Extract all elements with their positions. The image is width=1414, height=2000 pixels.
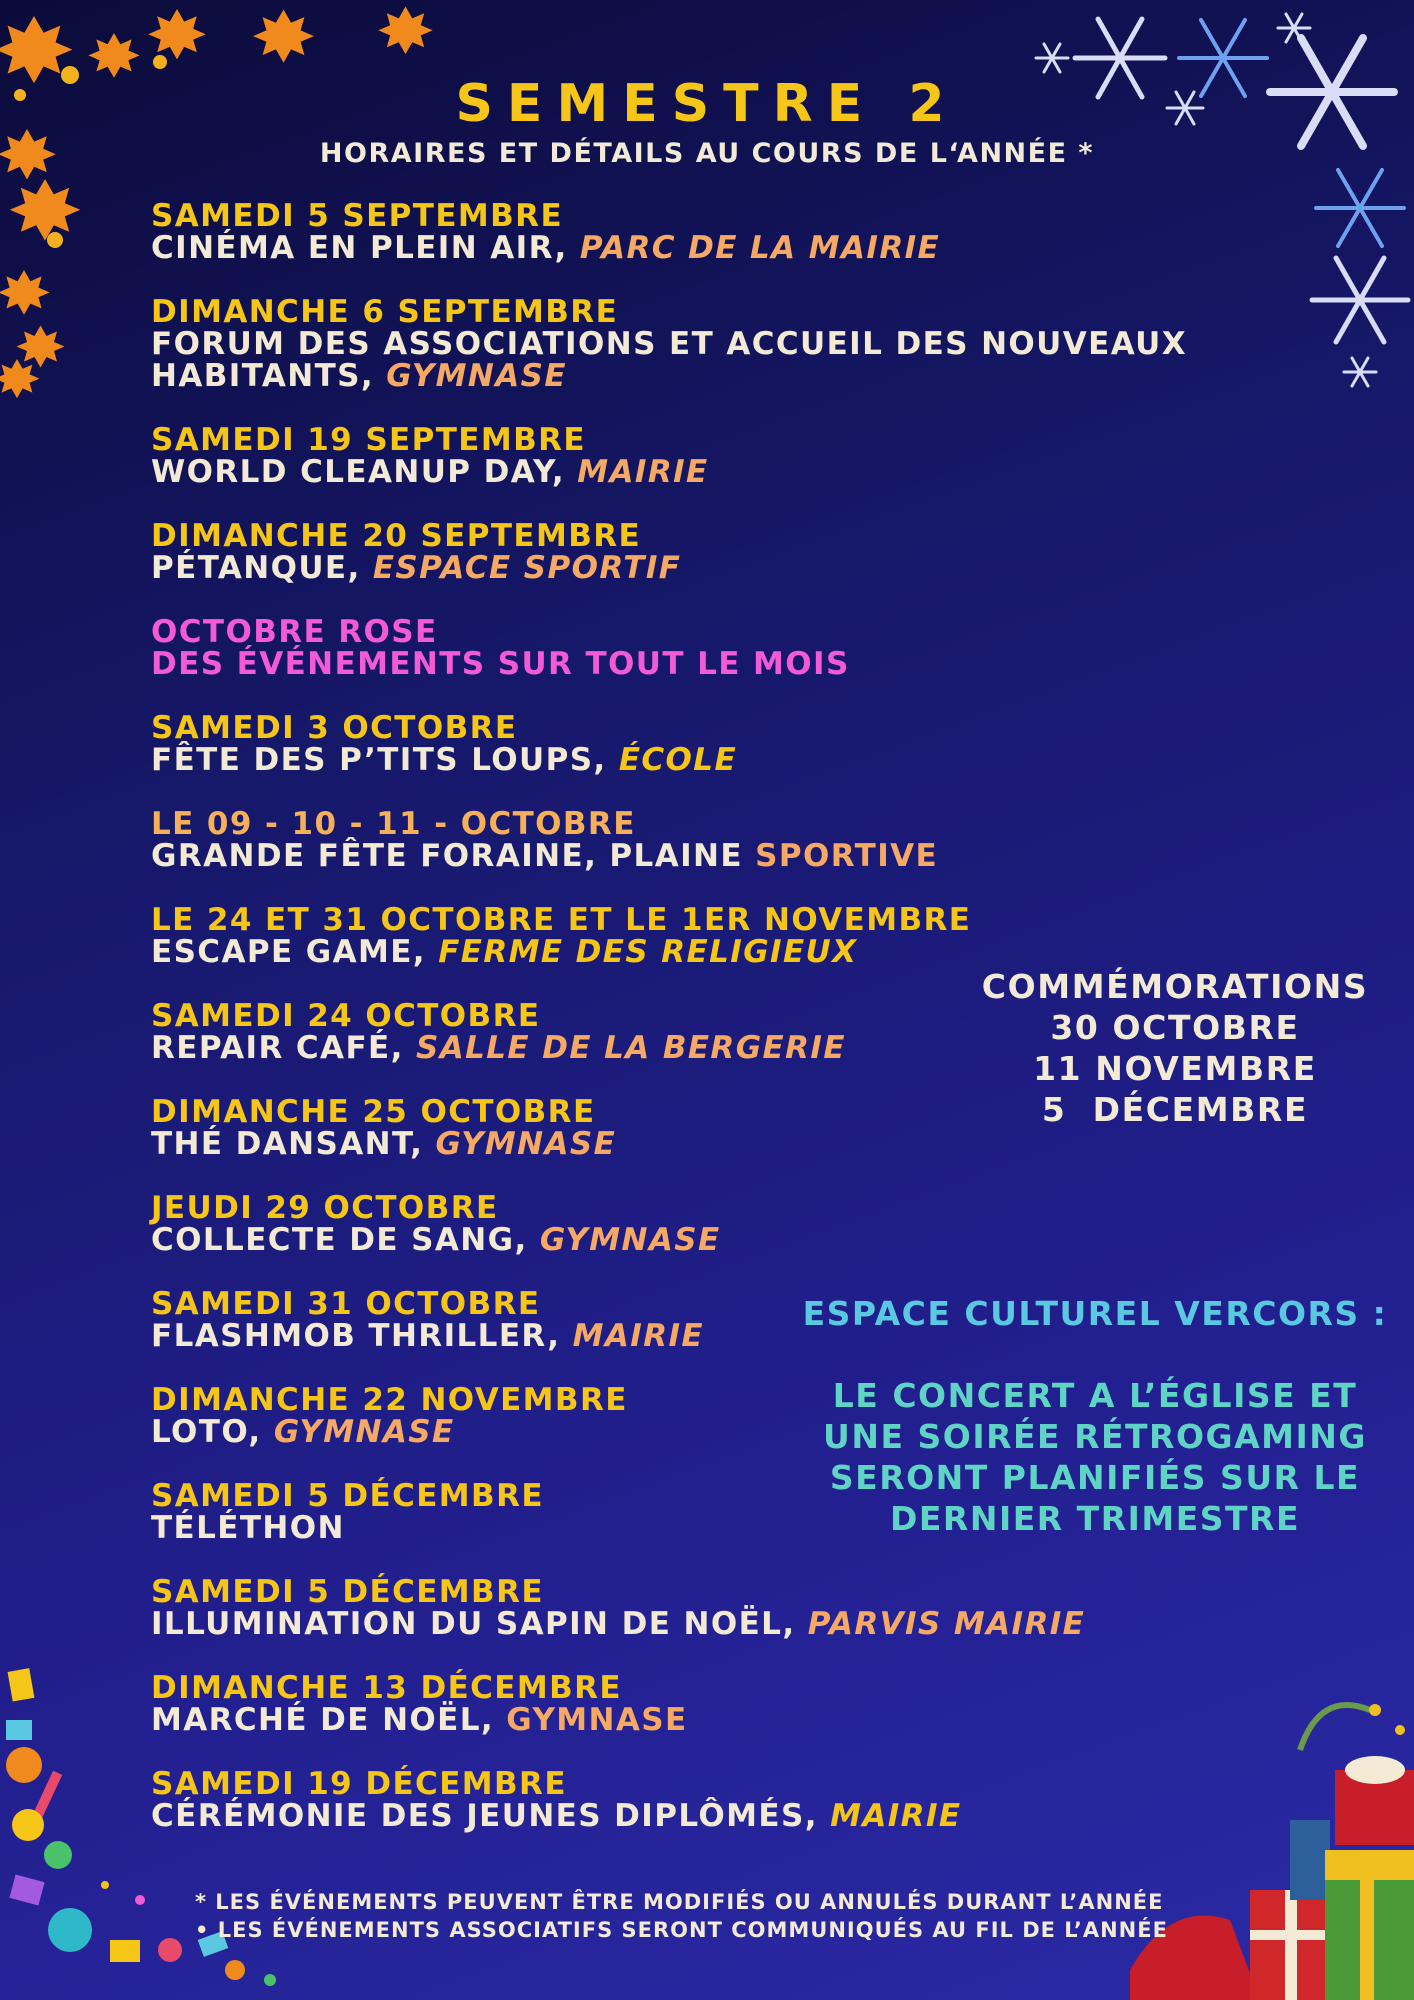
event-location: PARVIS MAIRIE [807, 1606, 1086, 1642]
event-item [151, 200, 1211, 296]
event-item [151, 1768, 1211, 1864]
event-item [151, 1192, 1211, 1288]
event-item [151, 616, 1211, 712]
event-date: DIMANCHE 20 SEPTEMBRE [151, 518, 642, 554]
event-date: DIMANCHE 25 OCTOBRE [151, 1094, 596, 1130]
event-location: GYMNASE [506, 1702, 688, 1738]
event-date: DIMANCHE 22 NOVEMBRE [151, 1382, 628, 1418]
event-location: SPORTIVE [755, 838, 939, 874]
event-date: OCTOBRE ROSE [151, 614, 438, 650]
event-location: GYMNASE [435, 1126, 617, 1162]
event-description: TÉLÉTHON [151, 1510, 345, 1546]
event-description: FORUM DES ASSOCIATIONS ET ACCUEIL DES NOUVEAUX HABITANTS, [151, 326, 1188, 394]
event-description: CÉRÉMONIE DES JEUNES DIPLÔMÉS, [151, 1798, 818, 1834]
event-description: PÉTANQUE, [151, 550, 361, 586]
event-description: THÉ DANSANT, [151, 1126, 424, 1162]
page-title: SEMESTRE 2 [455, 74, 959, 134]
commemoration-date: 11 NOVEMBRE [1033, 1049, 1317, 1088]
event-date: SAMEDI 5 SEPTEMBRE [151, 198, 564, 234]
event-location: MAIRIE [830, 1798, 962, 1834]
event-description: LOTO, [151, 1414, 262, 1450]
event-date: LE 09 - 10 - 11 - OCTOBRE [151, 806, 636, 842]
commemorations-title: COMMÉMORATIONS [981, 967, 1369, 1006]
event-description: WORLD CLEANUP DAY, [151, 454, 566, 490]
event-item [151, 520, 1211, 616]
event-item [151, 296, 1211, 424]
event-description: COLLECTE DE SANG, [151, 1222, 528, 1258]
event-item [151, 1576, 1211, 1672]
commemoration-date: 30 OCTOBRE [1050, 1008, 1300, 1047]
footnote: * LES ÉVÉNEMENTS PEUVENT ÊTRE MODIFIÉS OU ANNULÉS DURANT L’ANNÉE [195, 1890, 1164, 1914]
cultural-space-title: ESPACE CULTUREL VERCORS : [802, 1294, 1388, 1333]
event-date: SAMEDI 19 SEPTEMBRE [151, 422, 587, 458]
commemoration-date: 5 DÉCEMBRE [1041, 1090, 1309, 1129]
event-description: REPAIR CAFÉ, [151, 1030, 404, 1066]
cultural-space-line: SERONT PLANIFIÉS SUR LE [829, 1458, 1361, 1497]
event-description: GRANDE FÊTE FORAINE, PLAINE [151, 838, 743, 874]
event-date: SAMEDI 5 DÉCEMBRE [151, 1574, 544, 1610]
event-location: GYMNASE [386, 358, 567, 394]
event-date: JEUDI 29 OCTOBRE [151, 1190, 499, 1226]
footnote: • LES ÉVÉNEMENTS ASSOCIATIFS SERONT COMMUNIQUÉS AU FIL DE L’ANNÉE [195, 1918, 1168, 1942]
event-location: MAIRIE [577, 454, 709, 490]
event-item [151, 808, 1211, 904]
event-date: SAMEDI 19 DÉCEMBRE [151, 1766, 567, 1802]
event-date: DIMANCHE 6 SEPTEMBRE [151, 294, 619, 330]
event-description: ILLUMINATION DU SAPIN DE NOËL, [151, 1606, 796, 1642]
event-location: ÉCOLE [618, 742, 738, 778]
event-item [151, 1672, 1211, 1768]
cultural-space-block [800, 1293, 1390, 1539]
event-date: SAMEDI 31 OCTOBRE [151, 1286, 541, 1322]
event-date: SAMEDI 5 DÉCEMBRE [151, 1478, 544, 1514]
event-description: DES ÉVÉNEMENTS SUR TOUT LE MOIS [151, 646, 850, 682]
cultural-space-line: DERNIER TRIMESTRE [890, 1499, 1300, 1538]
event-location: GYMNASE [539, 1222, 721, 1258]
commemorations-block [975, 966, 1375, 1130]
event-item [151, 712, 1211, 808]
event-description: ESCAPE GAME, [151, 934, 426, 970]
footnotes [195, 1888, 1195, 1944]
page-subtitle: HORAIRES ET DÉTAILS AU COURS DE L‘ANNÉE * [319, 138, 1095, 169]
event-location: MAIRIE [572, 1318, 704, 1354]
event-location: ESPACE SPORTIF [372, 550, 682, 586]
event-date: SAMEDI 24 OCTOBRE [151, 998, 541, 1034]
event-location: PARC DE LA MAIRIE [579, 230, 941, 266]
event-date: LE 24 ET 31 OCTOBRE ET LE 1ER NOVEMBRE [151, 902, 972, 938]
event-item [151, 424, 1211, 520]
cultural-space-line: UNE SOIRÉE RÉTROGAMING [823, 1417, 1367, 1456]
event-location: GYMNASE [273, 1414, 455, 1450]
event-location: SALLE DE LA BERGERIE [416, 1030, 846, 1066]
cultural-space-line: LE CONCERT A L’ÉGLISE ET [832, 1376, 1358, 1415]
event-location: FERME DES RELIGIEUX [438, 934, 858, 970]
event-date: DIMANCHE 13 DÉCEMBRE [151, 1670, 623, 1706]
event-description: FÊTE DES P’TITS LOUPS, [151, 742, 607, 778]
event-description: MARCHÉ DE NOËL, [151, 1702, 495, 1738]
event-description: CINÉMA EN PLEIN AIR, [151, 230, 568, 266]
event-description: FLASHMOB THRILLER, [151, 1318, 561, 1354]
event-date: SAMEDI 3 OCTOBRE [151, 710, 518, 746]
